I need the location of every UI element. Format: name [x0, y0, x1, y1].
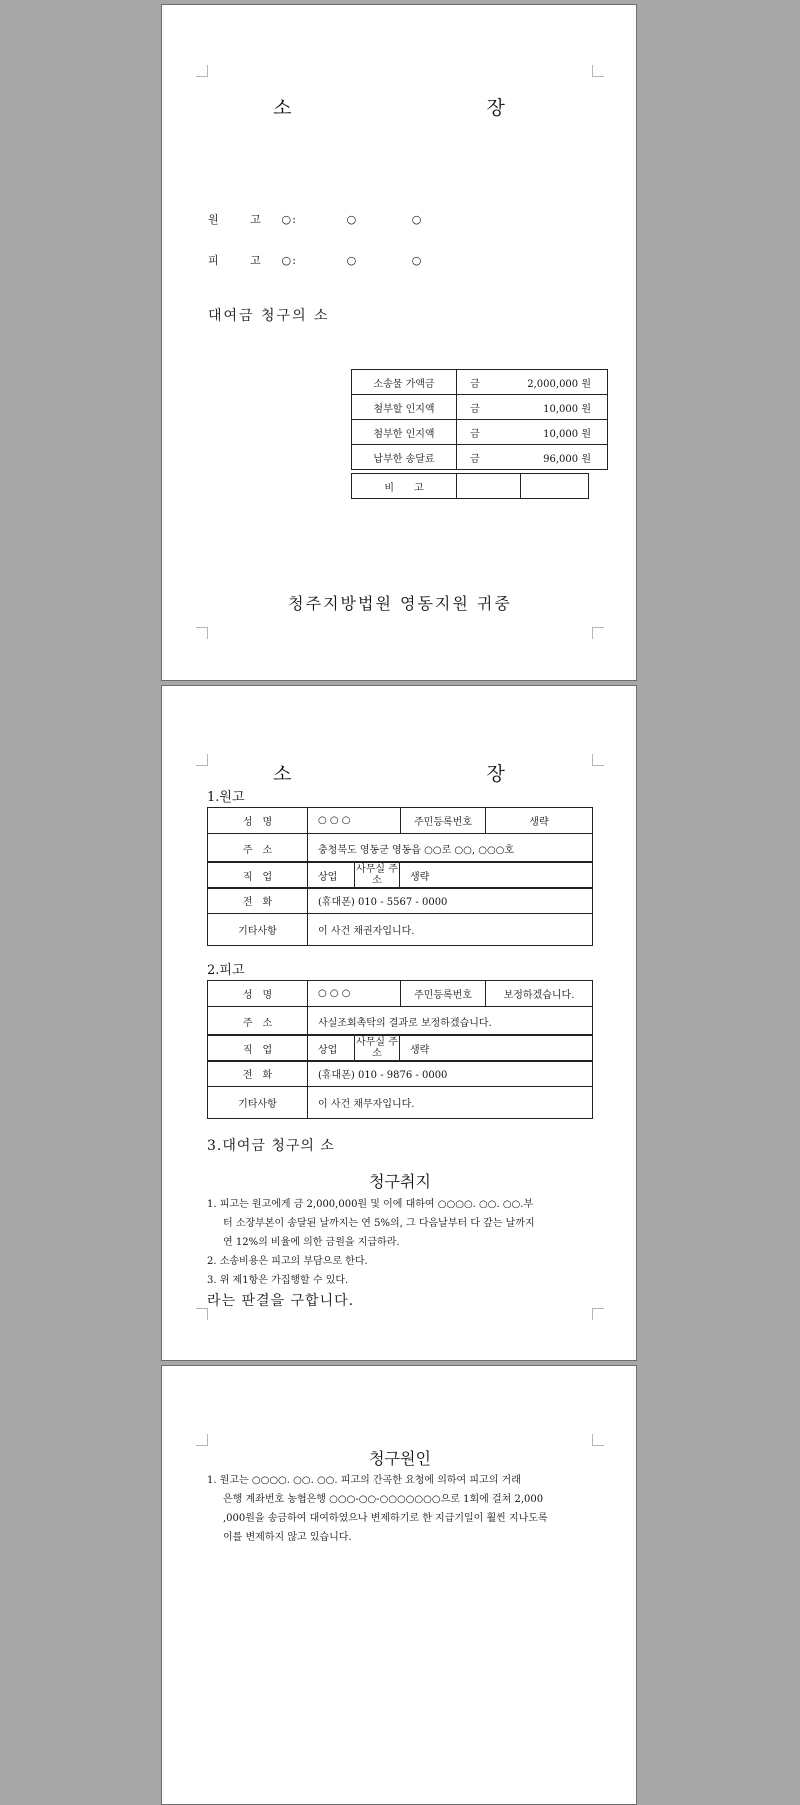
plaintiff-name: ○ ○ ○: [281, 213, 448, 226]
office-label: 사무실 주 소: [355, 862, 400, 889]
fee-label: 납부한 송달료: [352, 445, 457, 470]
document-page-1: [161, 4, 637, 681]
name-value: ○ ○ ○: [308, 981, 401, 1007]
fee-remarks-cell: [521, 474, 589, 499]
id-value: 생략: [486, 808, 593, 834]
fee-table: [351, 369, 608, 470]
purpose-title: 청구취지: [369, 1172, 431, 1191]
fee-label: 첨부한 인지액: [352, 420, 457, 445]
phone-label: 전 화: [208, 888, 308, 914]
table-row: [208, 862, 593, 889]
job-value: 상업: [308, 862, 355, 889]
defendant-info-table: [207, 980, 593, 1036]
crop-mark: [592, 1434, 604, 1446]
table-row: [352, 370, 608, 395]
crop-mark: [196, 627, 208, 639]
id-label: 주민등록번호: [401, 981, 486, 1007]
court-name: 청주지방법원 영동지원 귀중: [288, 594, 512, 613]
crop-mark: [196, 1434, 208, 1446]
cause-line: 1. 원고는 ○○○○. ○○. ○○. 피고의 간곡한 요청에 의하여 피고의 거래: [207, 1475, 521, 1486]
crop-mark: [592, 1308, 604, 1320]
table-row: [208, 888, 593, 914]
id-label: 주민등록번호: [401, 808, 486, 834]
name-label: 성 명: [208, 981, 308, 1007]
defendant-contact-table: [207, 1060, 593, 1119]
office-label: 사무실 주 소: [355, 1035, 400, 1062]
etc-value: 이 사건 채권자입니다.: [308, 914, 593, 946]
page-title: 소 장: [273, 763, 593, 785]
table-row: [208, 981, 593, 1007]
etc-label: 기타사항: [208, 1087, 308, 1119]
job-label: 직 업: [208, 862, 308, 889]
table-row: [208, 834, 593, 863]
table-row: [208, 1035, 593, 1062]
name-value: ○ ○ ○: [308, 808, 401, 834]
defendant-label: 피 고 :: [208, 254, 310, 267]
phone-value: (휴대폰) 010 - 5567 - 0000: [308, 888, 593, 914]
plaintiff-contact-table: [207, 887, 593, 946]
etc-label: 기타사항: [208, 914, 308, 946]
etc-value: 이 사건 채무자입니다.: [308, 1087, 593, 1119]
purpose-item: 1. 피고는 원고에게 금 2,000,000원 및 이에 대하여 ○○○○. ○○. ○○.부: [207, 1199, 534, 1210]
fee-label: 소송물 가액금: [352, 370, 457, 395]
defendant-job-table: [207, 1034, 593, 1062]
fee-prefix: 금: [457, 420, 494, 445]
purpose-item: 터 소장부본이 송달된 날까지는 연 5%의, 그 다음날부터 다 갚는 날까지: [223, 1218, 535, 1229]
office-value: 생략: [400, 1035, 593, 1062]
phone-value: (휴대폰) 010 - 9876 - 0000: [308, 1061, 593, 1087]
fee-value: 10,000 원: [493, 395, 608, 420]
plaintiff-info-table: [207, 807, 593, 863]
office-value: 생략: [400, 862, 593, 889]
table-row: [352, 420, 608, 445]
fee-value: 96,000 원: [493, 445, 608, 470]
table-row: [208, 1087, 593, 1119]
name-label: 성 명: [208, 808, 308, 834]
table-row: [208, 914, 593, 946]
claim-title: 대여금 청구의 소: [208, 308, 330, 324]
purpose-item: 2. 소송비용은 피고의 부담으로 한다.: [207, 1256, 368, 1267]
page-title: 소 장: [273, 97, 593, 119]
purpose-item: 연 12%의 비율에 의한 금원을 지급하라.: [223, 1237, 400, 1248]
address-value: 충청북도 영동군 영동읍 ○○로 ○○, ○○○호: [308, 834, 593, 863]
job-label: 직 업: [208, 1035, 308, 1062]
cause-line: 은행 계좌번호 농협은행 ○○○-○○-○○○○○○○으로 1회에 걸쳐 2,000: [223, 1494, 544, 1505]
id-value: 보정하겠습니다.: [486, 981, 593, 1007]
table-row: [208, 1007, 593, 1036]
plaintiff-label: 원 고 :: [208, 213, 310, 226]
defendant-name: ○ ○ ○: [281, 254, 448, 267]
fee-value: 10,000 원: [493, 420, 608, 445]
address-value: 사실조회촉탁의 결과로 보정하겠습니다.: [308, 1007, 593, 1036]
plaintiff-line: [208, 211, 447, 227]
defendant-section-title: 2.피고: [207, 963, 245, 978]
fee-prefix: 금: [457, 445, 494, 470]
table-row: [208, 808, 593, 834]
table-row: [208, 1061, 593, 1087]
purpose-item: 3. 위 제1항은 가집행할 수 있다.: [207, 1275, 349, 1286]
closing-text: 라는 판결을 구합니다.: [207, 1293, 355, 1309]
fee-label: 비 고: [352, 474, 457, 499]
crop-mark: [592, 627, 604, 639]
table-row: [352, 474, 589, 499]
cause-line: 이를 변제하지 않고 있습니다.: [223, 1532, 352, 1543]
document-page-3: [161, 1365, 637, 1805]
table-row: [352, 445, 608, 470]
defendant-line: [208, 252, 447, 268]
fee-remarks-cell: [457, 474, 521, 499]
document-page-2: [161, 685, 637, 1361]
cause-title: 청구원인: [369, 1449, 431, 1468]
crop-mark: [592, 65, 604, 77]
fee-prefix: 금: [457, 395, 494, 420]
fee-value: 2,000,000 원: [493, 370, 608, 395]
address-label: 주 소: [208, 834, 308, 863]
fee-prefix: 금: [457, 370, 494, 395]
fee-table-remarks: [351, 473, 589, 499]
job-value: 상업: [308, 1035, 355, 1062]
fee-label: 첨부할 인지액: [352, 395, 457, 420]
cause-line: ,000원을 송금하여 대여하였으나 변제하기로 한 지급기일이 훨씬 지나도록: [223, 1513, 548, 1524]
address-label: 주 소: [208, 1007, 308, 1036]
crop-mark: [196, 65, 208, 77]
table-row: [352, 395, 608, 420]
plaintiff-job-table: [207, 861, 593, 889]
phone-label: 전 화: [208, 1061, 308, 1087]
claim-section-title: 3.대여금 청구의 소: [207, 1138, 335, 1154]
plaintiff-section-title: 1.원고: [207, 790, 245, 805]
